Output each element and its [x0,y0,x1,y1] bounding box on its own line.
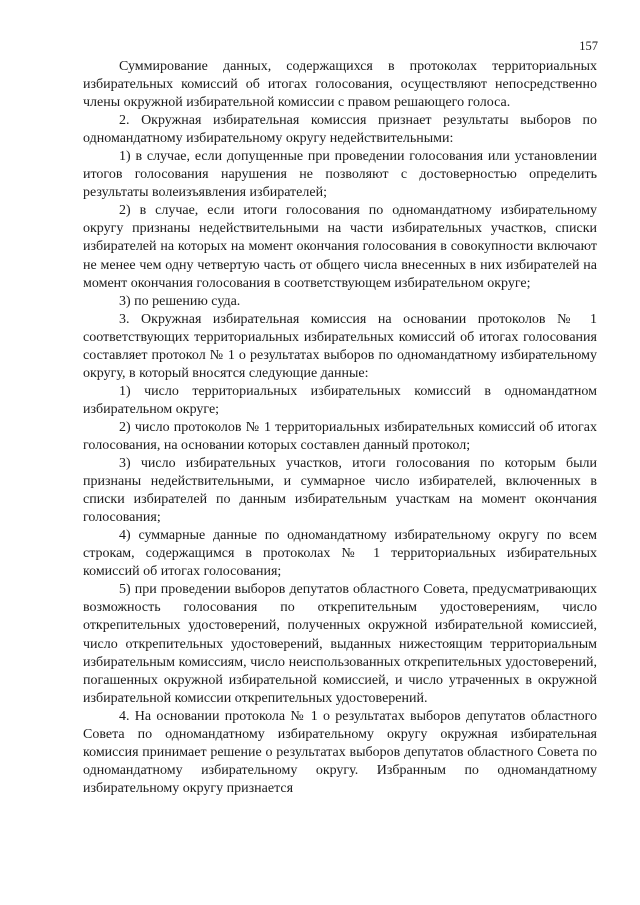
paragraph-clause-3-item-3: 3) число избирательных участков, итоги голосования по которым были признаны недействительными, и суммарное число избирателей, включенных в списки избирателей по данным избирательным участкам на момент окончания голосования; [83,456,597,526]
document-body [83,58,597,798]
paragraph-clause-4: 4. На основании протокола № 1 о результатах выборов депутатов областного Совета по одномандатному избирательному округу окружная избирательная комиссия принимает решение о результатах выборов депутатов областного Совета по одномандатному избирательному округу. Избранным по одномандатному избирательному округу признается [83,708,597,796]
paragraph-summation: Суммирование данных, содержащихся в протоколах территориальных избирательных комиссий об итогах голосования, осуществляют непосредственно члены окружной избирательной комиссии с правом решающего голоса. [83,59,597,111]
paragraph-clause-3: 3. Окружная избирательная комиссия на основании протоколов № 1 соответствующих территориальных избирательных комиссий об итогах голосования составляет протокол № 1 о результатах выборов по одномандатному избирательному округу, в который вносятся следующие данные: [83,311,597,381]
page-number: 157 [579,39,598,53]
paragraph-clause-3-item-2: 2) число протоколов № 1 территориальных избирательных комиссий об итогах голосования, на основании которых составлен данный протокол; [83,419,597,453]
paragraph-clause-3-item-4: 4) суммарные данные по одномандатному избирательному округу по всем строкам, содержащимся в протоколах № 1 территориальных избирательных комиссий об итогах голосования; [83,528,597,580]
paragraph-clause-2-item-1: 1) в случае, если допущенные при проведении голосования или установлении итогов голосования нарушения не позволяют с достоверностью определить результаты волеизъявления избирателей; [83,149,597,201]
paragraph-clause-3-item-1: 1) число территориальных избирательных комиссий в одномандатном избирательном округе; [83,383,597,417]
paragraph-clause-2-item-3: 3) по решению суда. [119,293,241,309]
paragraph-clause-2-item-2: 2) в случае, если итоги голосования по одномандатному избирательному округу признаны недействительными на части избирательных участков, списки избирателей на которых на момент окончания голосования в совокупности включают не менее чем одну четвертую часть от общего числа внесенных в них избирателей на момент окончания голосования в соответствующем избирательном округе; [83,203,597,291]
paragraph-clause-3-item-5: 5) при проведении выборов депутатов областного Совета, предусматривающих возможность голосования по открепительным удостоверениям, число открепительных удостоверений, полученных окружной избирательной комиссией, число открепительных удостоверений, выданных нижестоящим территориальным избирательным комиссиям, число неиспользованных открепительных удостоверений, погашенных окружной избирательной комиссией, и число утраченных в окружной избирательной комиссии открепительных удостоверений. [83,582,597,706]
paragraph-clause-2: 2. Окружная избирательная комиссия признает результаты выборов по одномандатному избирательному округу недействительными: [83,113,597,147]
